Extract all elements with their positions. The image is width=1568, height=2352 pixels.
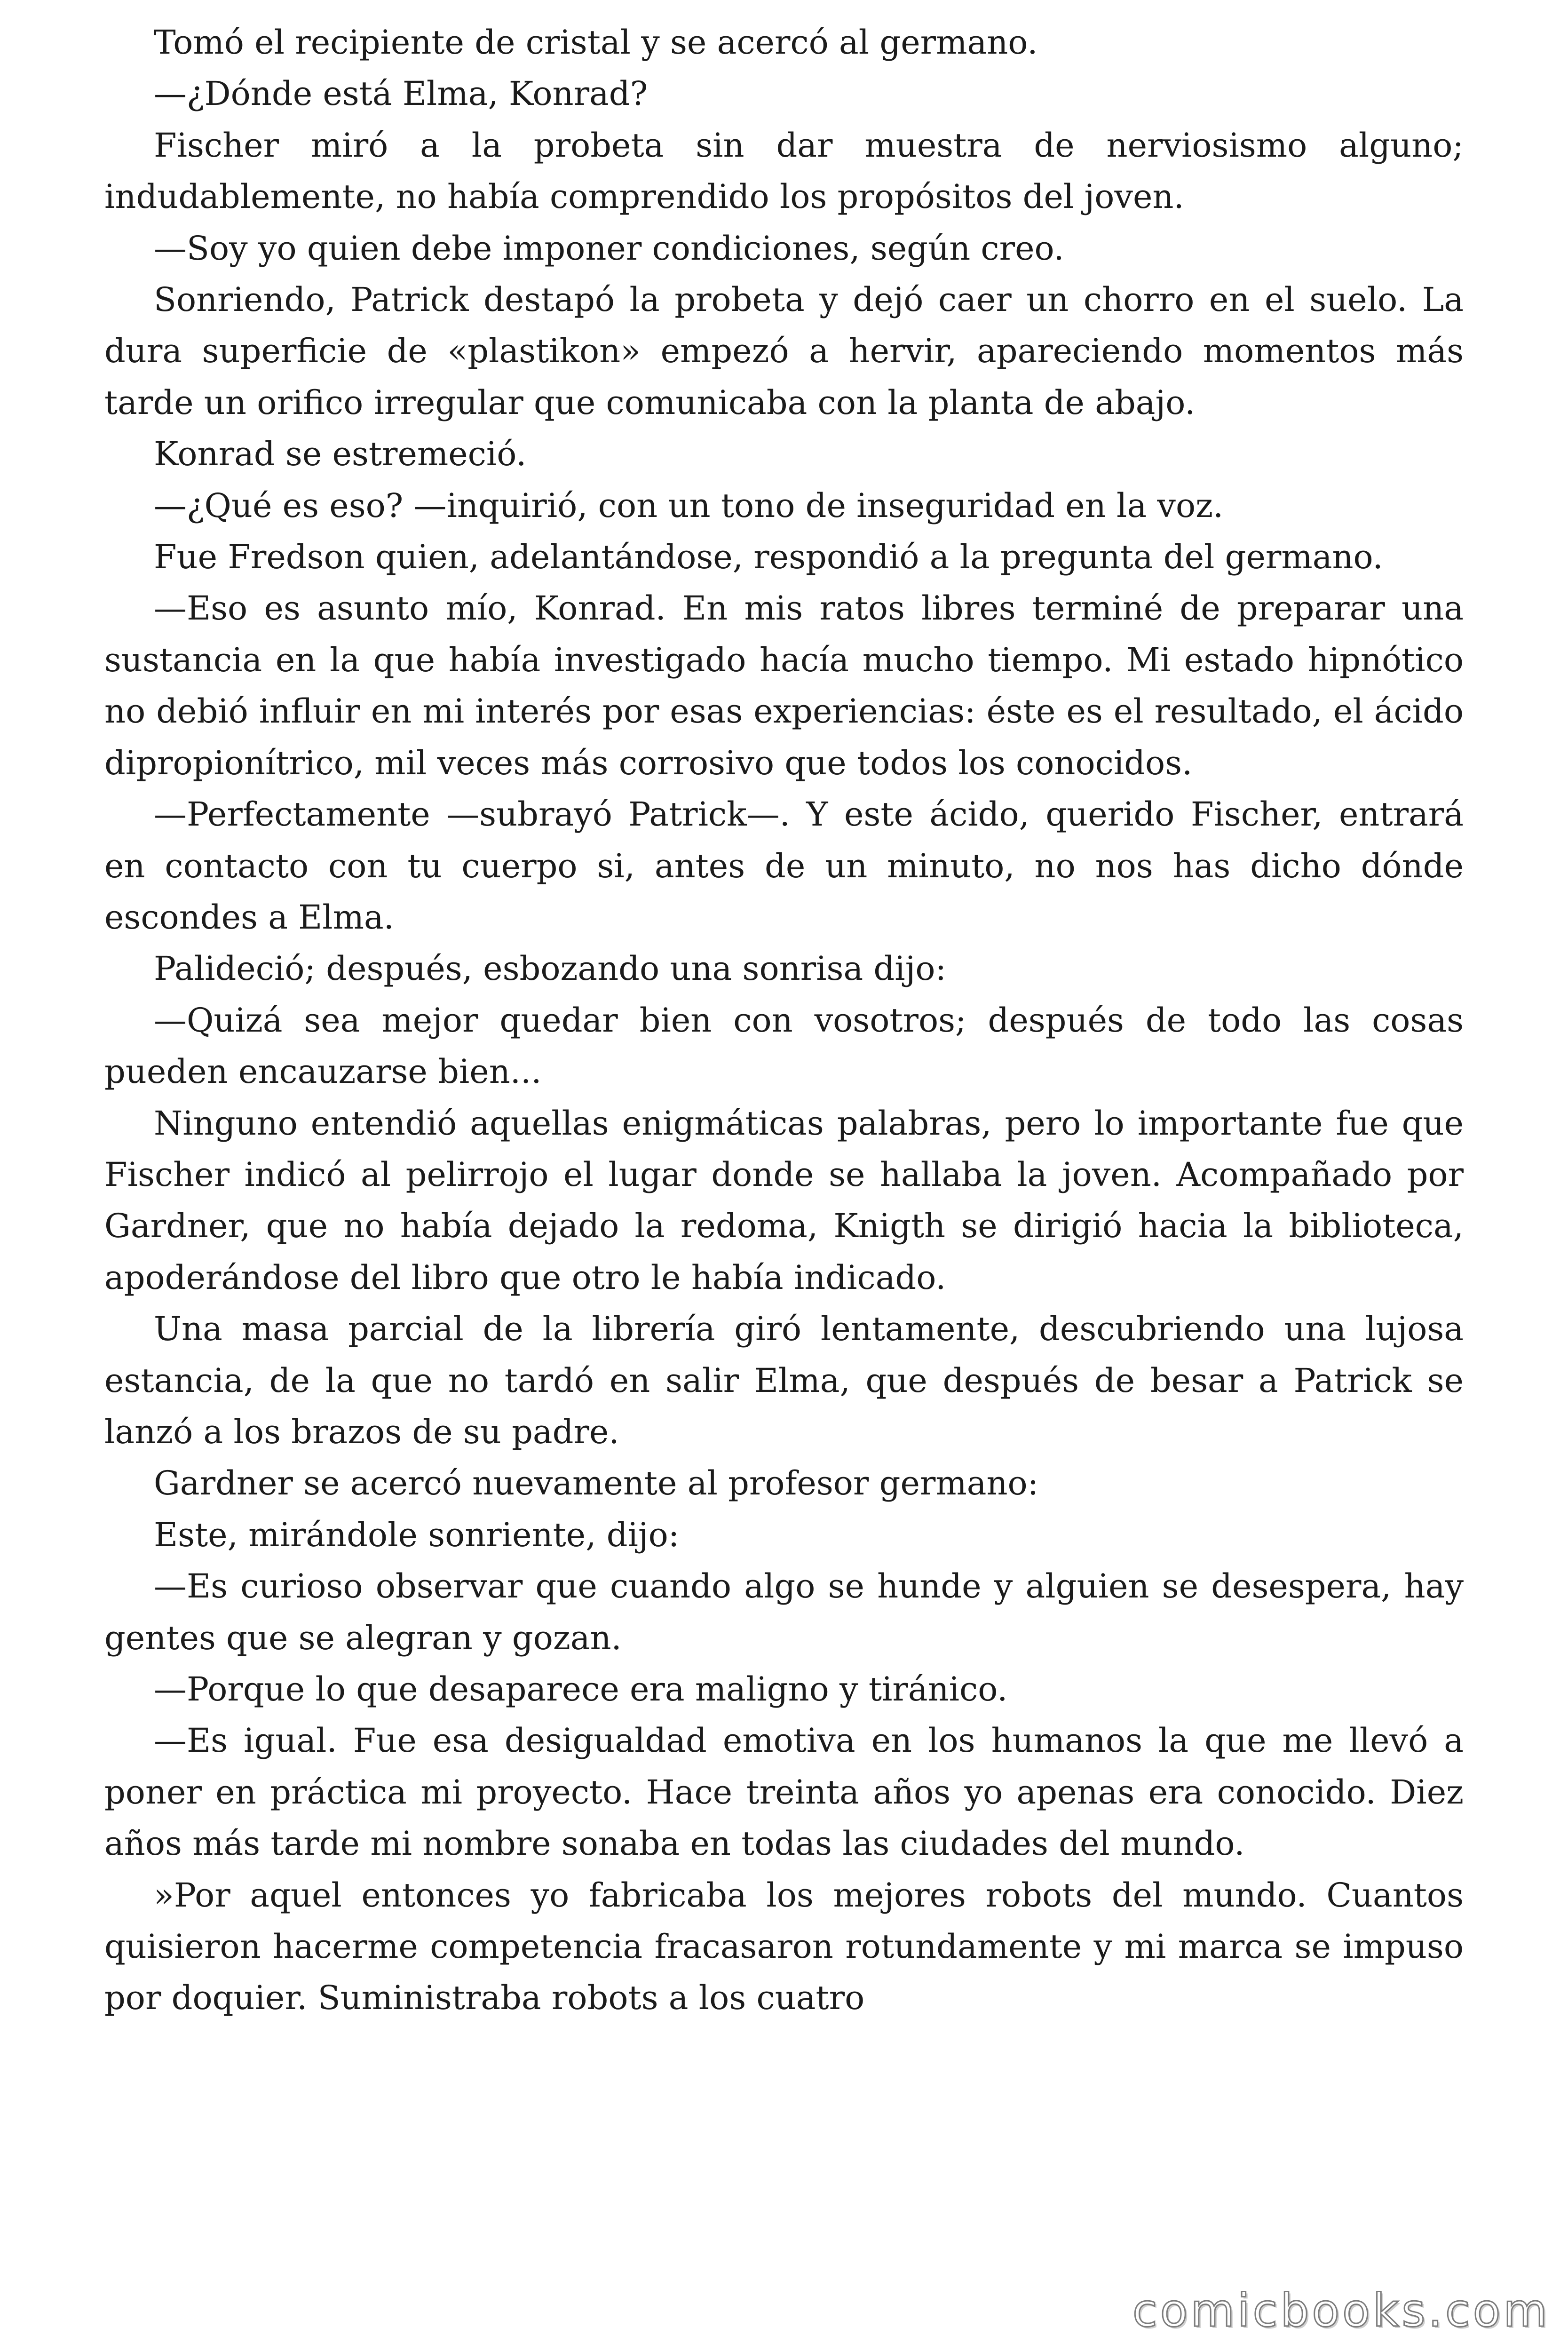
paragraph: Gardner se acercó nuevamente al profesor germano: [154, 1464, 1039, 1503]
paragraph: Konrad se estremeció. [154, 435, 527, 474]
paragraph: —¿Dónde está Elma, Konrad? [154, 74, 648, 113]
paragraph: Sonriendo, Patrick destapó la probeta y dejó caer un chorro en el suelo. La dura superficie de «plastikon» empezó a hervir, apareciendo momentos más tarde un orifico irregular que comunicaba con la planta de abajo. [104, 280, 1464, 422]
paragraph: —Porque lo que desaparece era maligno y tiránico. [154, 1670, 1008, 1708]
paragraph: —Eso es asunto mío, Konrad. En mis ratos libres terminé de preparar una sustancia en la que había investigado hacía mucho tiempo. Mi estado hipnótico no debió influir en mi interés por esas experiencias: éste es el resultado, el ácido dipropionítrico, mil veces más corrosivo que todos los conocidos. [104, 589, 1464, 782]
paragraph: Palideció; después, esbozando una sonrisa dijo: [154, 949, 947, 988]
paragraph: —Es igual. Fue esa desigualdad emotiva en los humanos la que me llevó a poner en práctica mi proyecto. Hace treinta años yo apenas era conocido. Diez años más tarde mi nombre sonaba en todas las ciudades del mundo. [104, 1721, 1464, 1863]
book-page [104, 17, 1464, 2341]
paragraph: Este, mirándole sonriente, dijo: [154, 1515, 680, 1554]
paragraph: —Soy yo quien debe imponer condiciones, según creo. [154, 229, 1064, 268]
paragraph: —¿Qué es eso? —inquirió, con un tono de inseguridad en la voz. [154, 486, 1224, 525]
paragraph: Fischer miró a la probeta sin dar muestra de nerviosismo alguno; indudablemente, no había comprendido los propósitos del joven. [104, 126, 1464, 216]
watermark-logo: comicbooks.com [1132, 2284, 1550, 2337]
paragraph: Tomó el recipiente de cristal y se acercó al germano. [154, 23, 1038, 62]
paragraph: Ninguno entendió aquellas enigmáticas palabras, pero lo importante fue que Fischer indicó al pelirrojo el lugar donde se hallaba la joven. Acompañado por Gardner, que no había dejado la redoma, Knigth se dirigió hacia la biblioteca, apoderándose del libro que otro le había indicado. [104, 1104, 1464, 1297]
paragraph: »Por aquel entonces yo fabricaba los mejores robots del mundo. Cuantos quisieron hacerme competencia fracasaron rotundamente y mi marca se impuso por doquier. Suministraba robots a los cuatro [104, 1875, 1464, 2018]
paragraph: Una masa parcial de la librería giró lentamente, descubriendo una lujosa estancia, de la que no tardó en salir Elma, que después de besar a Patrick se lanzó a los brazos de su padre. [104, 1310, 1464, 1451]
paragraph: —Quizá sea mejor quedar bien con vosotros; después de todo las cosas pueden encauzarse bien... [104, 1001, 1464, 1091]
paragraph: Fue Fredson quien, adelantándose, respondió a la pregunta del germano. [154, 538, 1383, 577]
paragraph: —Es curioso observar que cuando algo se hunde y alguien se desespera, hay gentes que se alegran y gozan. [104, 1567, 1464, 1657]
paragraph: —Perfectamente —subrayó Patrick—. Y este ácido, querido Fischer, entrará en contacto con tu cuerpo si, antes de un minuto, no nos has dicho dónde escondes a Elma. [104, 795, 1464, 937]
